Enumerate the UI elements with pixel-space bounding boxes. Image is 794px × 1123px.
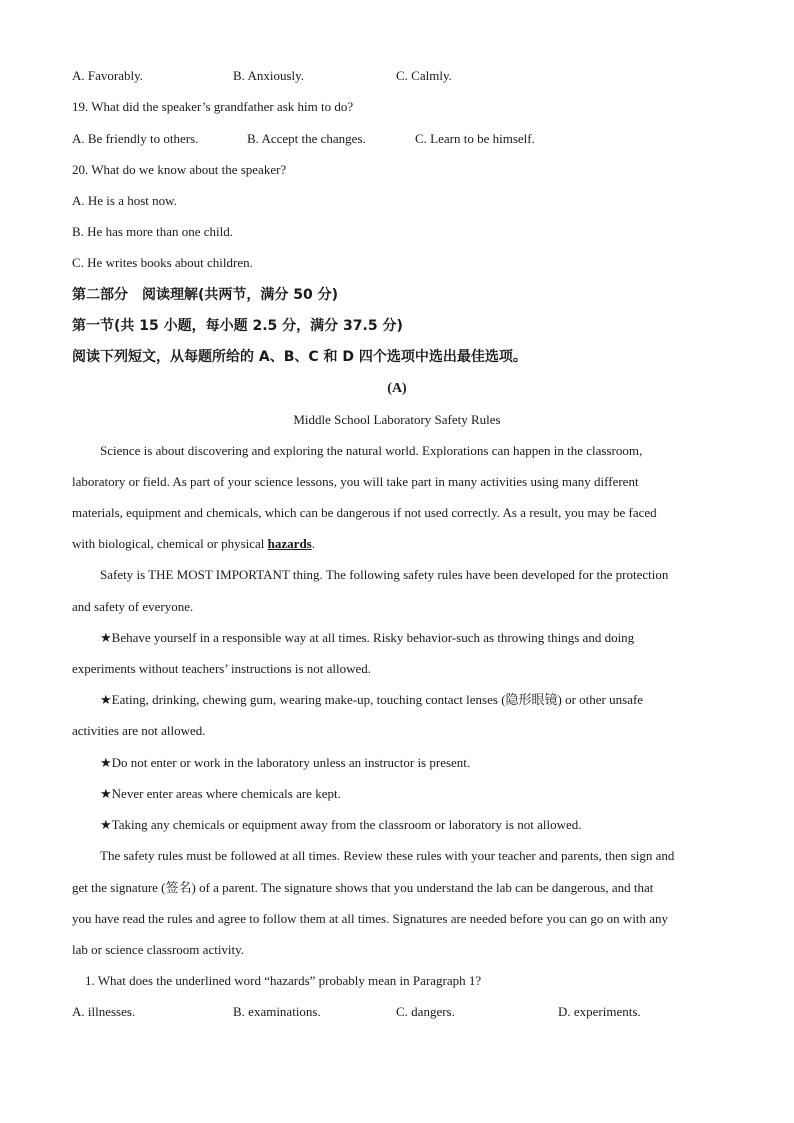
q18-option-b: B. Anxiously.: [233, 68, 305, 83]
q19-question: 19. What did the speaker’s grandfather ask him to do?: [72, 99, 354, 114]
passage-label: (A): [387, 381, 407, 396]
q20-question: 20. What do we know about the speaker?: [72, 162, 287, 177]
q1-option-c: C. dangers.: [396, 1004, 455, 1019]
paragraph1-line4-end: .: [311, 536, 315, 551]
paragraph3-line4: lab or science classroom activity.: [72, 942, 245, 957]
q1-option-a: A. illnesses.: [72, 1004, 136, 1019]
q20-option-c: C. He writes books about children.: [72, 255, 253, 270]
q18-option-a: A. Favorably.: [72, 68, 144, 83]
q20-option-b: B. He has more than one child.: [72, 224, 234, 239]
paragraph1-line4-text: with biological, chemical or physical: [72, 536, 268, 551]
underlined-word-hazards: hazards: [267, 536, 312, 551]
paragraph2-line1: Safety is THE MOST IMPORTANT thing. The following safety rules have been developed for the protection: [100, 567, 669, 582]
q19-option-b: B. Accept the changes.: [247, 131, 366, 146]
rule1-line2: experiments without teachers’ instructions is not allowed.: [72, 661, 372, 676]
q18-option-c: C. Calmly.: [396, 68, 452, 83]
paragraph1-line2: laboratory or field. As part of your science lessons, you will take part in many activities using many different: [72, 474, 639, 489]
rule5: ★Taking any chemicals or equipment away from the classroom or laboratory is not allowed.: [100, 817, 582, 832]
rule2-line1: ★Eating, drinking, chewing gum, wearing make-up, touching contact lenses (隐形眼镜) or other unsafe: [100, 692, 644, 707]
paragraph1-line1: Science is about discovering and exploring the natural world. Explorations can happen in the classroom,: [100, 443, 643, 458]
part2-heading: 第二部分 阅读理解(共两节，满分 50 分): [72, 287, 339, 303]
rule3: ★Do not enter or work in the laboratory unless an instructor is present.: [100, 755, 471, 770]
paragraph3-line1: The safety rules must be followed at all times. Review these rules with your teacher and parents, then sign and: [100, 848, 675, 863]
q1-question: 1. What does the underlined word “hazards” probably mean in Paragraph 1?: [85, 973, 482, 988]
paragraph1-line3: materials, equipment and chemicals, which can be dangerous if not used correctly. As a result, you may be faced: [72, 505, 657, 520]
q19-option-c: C. Learn to be himself.: [415, 131, 535, 146]
paragraph1-line4: [72, 535, 315, 553]
rule1-line1: ★Behave yourself in a responsible way at all times. Risky behavior-such as throwing things and doing: [100, 630, 635, 645]
paragraph3-line3: you have read the rules and agree to follow them at all times. Signatures are needed before you can go on with any: [72, 911, 668, 926]
paragraph3-line2: get the signature (签名) of a parent. The signature shows that you understand the lab can be dangerous, and that: [72, 880, 654, 895]
q1-option-b: B. examinations.: [233, 1004, 321, 1019]
q1-option-d: D. experiments.: [558, 1004, 641, 1019]
rule2-line2: activities are not allowed.: [72, 723, 206, 738]
q19-option-a: A. Be friendly to others.: [72, 131, 199, 146]
section-instructions: 阅读下列短文，从每题所给的 A、B、C 和 D 四个选项中选出最佳选项。: [72, 349, 527, 365]
section1-heading: 第一节(共 15 小题，每小题 2.5 分，满分 37.5 分): [72, 318, 403, 334]
q20-option-a: A. He is a host now.: [72, 193, 177, 208]
passage-title: Middle School Laboratory Safety Rules: [293, 412, 501, 427]
rule4: ★Never enter areas where chemicals are kept.: [100, 786, 341, 801]
paragraph2-line2: and safety of everyone.: [72, 599, 194, 614]
